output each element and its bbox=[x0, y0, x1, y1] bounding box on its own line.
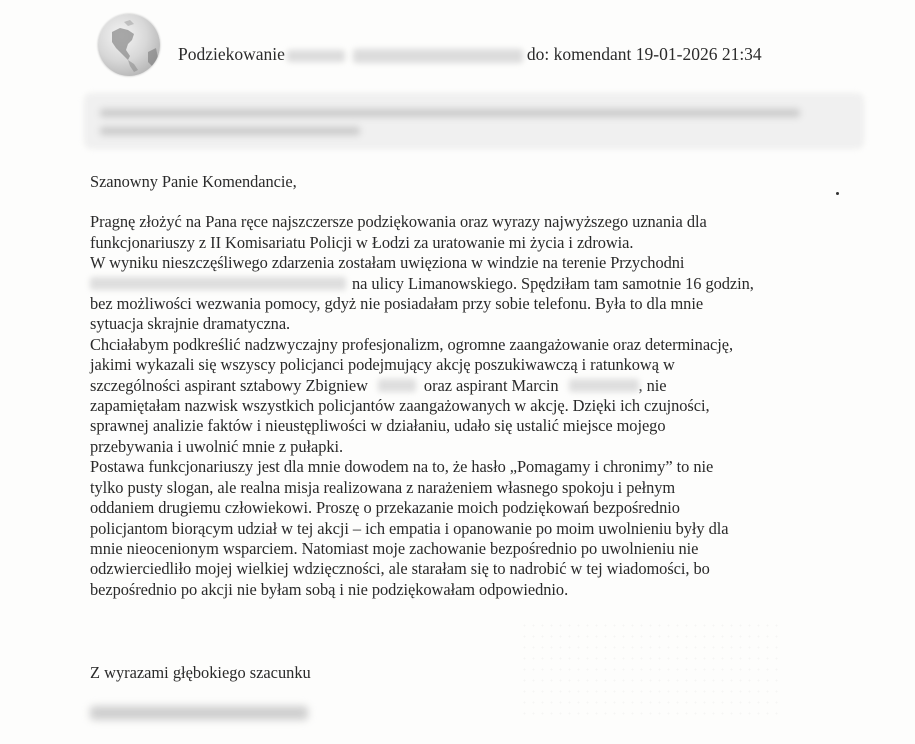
letter-line: na ulicy Limanowskiego. Spędziłam tam samotnie 16 godzin, bbox=[90, 274, 880, 294]
letter-line: bezpośrednio po akcji nie byłam sobą i nie podziękowałam odpowiednio. bbox=[90, 579, 569, 599]
letter-line: mnie nieocenionym wsparciem. Natomiast moje zachowanie bezpośrednio po uwolnieniu nie bbox=[90, 538, 699, 558]
letter-line: tylko pusty slogan, ale realna misja realizowana z narażeniem własnego spokoju i pełnym bbox=[90, 477, 676, 497]
redacted-clinic-name bbox=[90, 277, 346, 290]
message-recipient-date: do: komendant 19-01-2026 21:34 bbox=[526, 44, 762, 64]
globe-icon bbox=[98, 14, 160, 76]
letter-line: zapamiętałam nazwisk wszystkich policjantów zaangażowanych w akcję. Dzięki ich czujności, bbox=[90, 396, 710, 416]
letter-line: bez możliwości wezwania pomocy, gdyż nie posiadałam przy sobie telefonu. Była to dla mnie bbox=[90, 294, 704, 314]
closing: Z wyrazami głębokiego szacunku bbox=[90, 663, 311, 682]
letter-line: oddaniem drugiemu człowiekowi. Proszę o przekazanie moich podziękowań bezpośrednio bbox=[90, 498, 680, 518]
blurred-notice bbox=[86, 95, 862, 147]
letter-line: funkcjonariuszy z II Komisariatu Policji w Łodzi za uratowanie mi życia i zdrowia. bbox=[90, 232, 634, 252]
redacted-sender-last bbox=[353, 49, 523, 63]
letter-line: sprawnej analizie faktów i nieustępliwości w działaniu, udało się ustalić miejsce mojego bbox=[90, 416, 666, 436]
redacted-sender-first bbox=[287, 50, 345, 62]
letter-line: przebywania i uwolnić mnie z pułapki. bbox=[90, 436, 344, 456]
redacted-surname-2 bbox=[569, 379, 639, 392]
letter-line: sytuacja skrajnie dramatyczna. bbox=[90, 314, 291, 334]
redacted-surname-1 bbox=[378, 379, 416, 392]
redacted-signature bbox=[90, 706, 308, 720]
letter-line: policjantom biorącym udział w tej akcji – ich empatia i opanowanie po moim uwolnieniu były dla bbox=[90, 518, 729, 538]
header-line bbox=[178, 44, 762, 65]
letter-body bbox=[90, 172, 880, 600]
salutation: Szanowny Panie Komendancie, bbox=[90, 172, 297, 191]
letter-line: jakimi wykazali się wszyscy policjanci podejmujący akcję poszukiwawczą i ratunkową w bbox=[90, 355, 675, 375]
letter-line: W wyniku nieszczęśliwego zdarzenia zostałam uwięziona w windzie na terenie Przychodni bbox=[90, 253, 685, 273]
letter-line: Postawa funkcjonariuszy jest dla mnie dowodem na to, że hasło „Pomagamy i chronimy” to nie bbox=[90, 457, 714, 477]
letter-line: Pragnę złożyć na Pana ręce najszczersze podziękowania oraz wyrazy najwyższego uznania dla bbox=[90, 212, 707, 232]
scan-noise bbox=[520, 620, 780, 720]
letter-line: odzwierciedliło mojej wielkiej wdzięczności, ale starałam się to nadrobić w tej wiadomości, bo bbox=[90, 559, 710, 579]
letter-line: szczególności aspirant sztabowy Zbigniew oraz aspirant Marcin , nie bbox=[90, 375, 667, 395]
message-header bbox=[98, 14, 818, 78]
message-subject: Podziekowanie bbox=[178, 44, 285, 64]
letter-line: Chciałabym podkreślić nadzwyczajny profesjonalizm, ogromne zaangażowanie oraz determinację, bbox=[90, 334, 734, 354]
